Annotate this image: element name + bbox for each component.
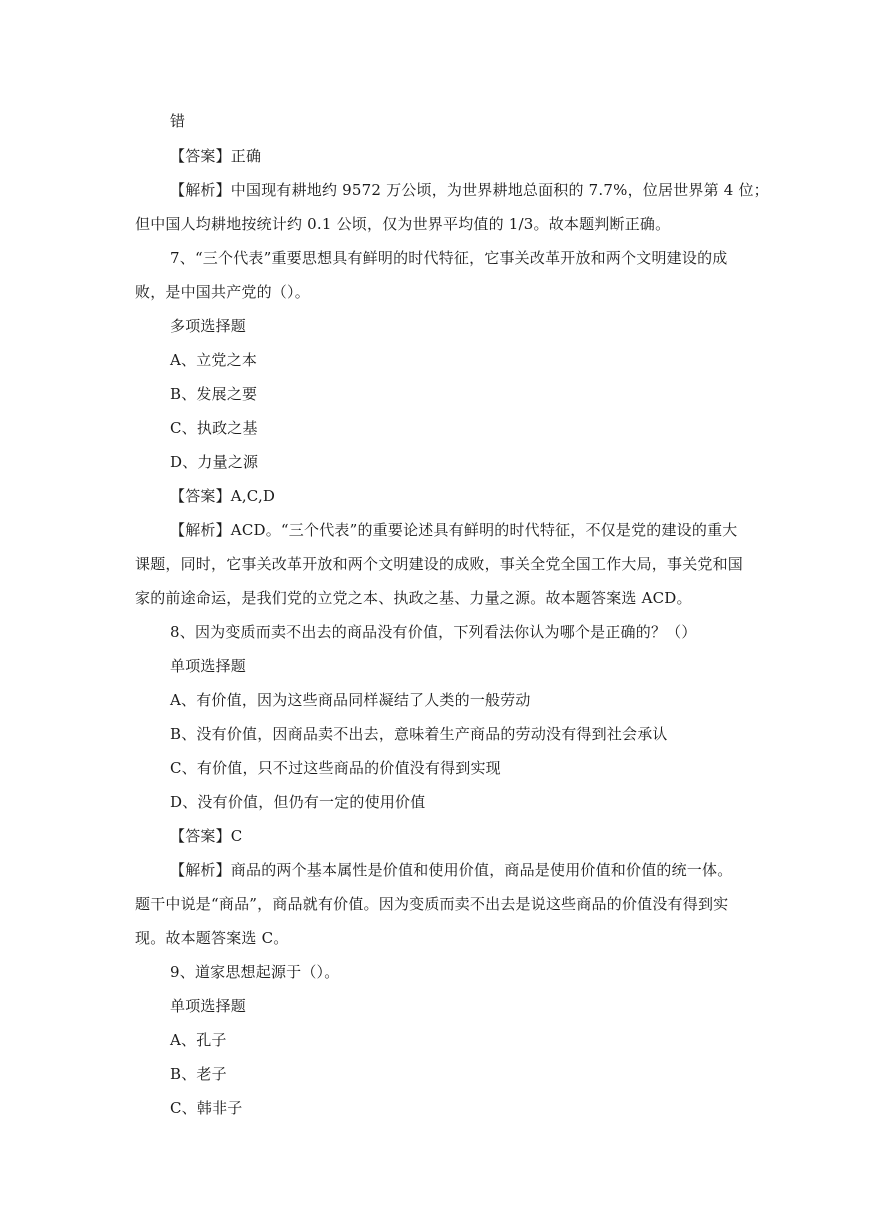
question-line: 8、因为变质而卖不出去的商品没有价值，下列看法你认为哪个是正确的？（） (170, 623, 697, 641)
option-c: C、有价值，只不过这些商品的价值没有得到实现 (170, 759, 501, 777)
question-type: 多项选择题 (170, 317, 247, 335)
answer-line: 【答案】A,C,D (170, 487, 276, 505)
analysis-line: 【解析】商品的两个基本属性是价值和使用价值，商品是使用价值和价值的统一体。 (170, 861, 733, 879)
option-a: A、立党之本 (170, 351, 258, 369)
option-d: D、力量之源 (170, 453, 259, 471)
analysis-line: 【解析】ACD。“三个代表”的重要论述具有鲜明的时代特征，不仅是党的建设的重大 (170, 521, 738, 539)
answer-line: 【答案】C (170, 827, 243, 845)
analysis-line: 家的前途命运，是我们党的立党之本、执政之基、力量之源。故本题答案选 ACD。 (135, 589, 692, 607)
option-b: B、老子 (170, 1065, 227, 1083)
option-d: D、没有价值，但仍有一定的使用价值 (170, 793, 426, 811)
option-b: B、发展之要 (170, 385, 258, 403)
analysis-line: 题干中说是“商品”，商品就有价值。因为变质而卖不出去是说这些商品的价值没有得到实 (135, 895, 729, 913)
question-line: 败，是中国共产党的（）。 (135, 283, 310, 301)
analysis-line: 现。故本题答案选 C。 (135, 929, 289, 947)
analysis-line: 但中国人均耕地按统计约 0.1 公顷，仅为世界平均值的 1/3。故本题判断正确。 (135, 215, 671, 233)
option-a: A、有价值，因为这些商品同样凝结了人类的一般劳动 (170, 691, 531, 709)
analysis-line: 课题，同时，它事关改革开放和两个文明建设的成败，事关全党全国工作大局，事关党和国 (135, 555, 744, 573)
text-line: 错 (170, 112, 186, 130)
option-b: B、没有价值，因商品卖不出去，意味着生产商品的劳动没有得到社会承认 (170, 725, 668, 743)
analysis-line: 【解析】中国现有耕地约 9572 万公顷，为世界耕地总面积的 7.7%，位居世界第 4 位； (170, 181, 769, 199)
question-line: 9、道家思想起源于（）。 (170, 963, 340, 981)
answer-line: 【答案】正确 (170, 147, 262, 165)
question-type: 单项选择题 (170, 657, 247, 675)
option-a: A、孔子 (170, 1031, 227, 1049)
option-c: C、韩非子 (170, 1099, 243, 1117)
question-type: 单项选择题 (170, 997, 247, 1015)
option-c: C、执政之基 (170, 419, 258, 437)
question-line: 7、“三个代表”重要思想具有鲜明的时代特征，它事关改革开放和两个文明建设的成 (170, 249, 728, 267)
